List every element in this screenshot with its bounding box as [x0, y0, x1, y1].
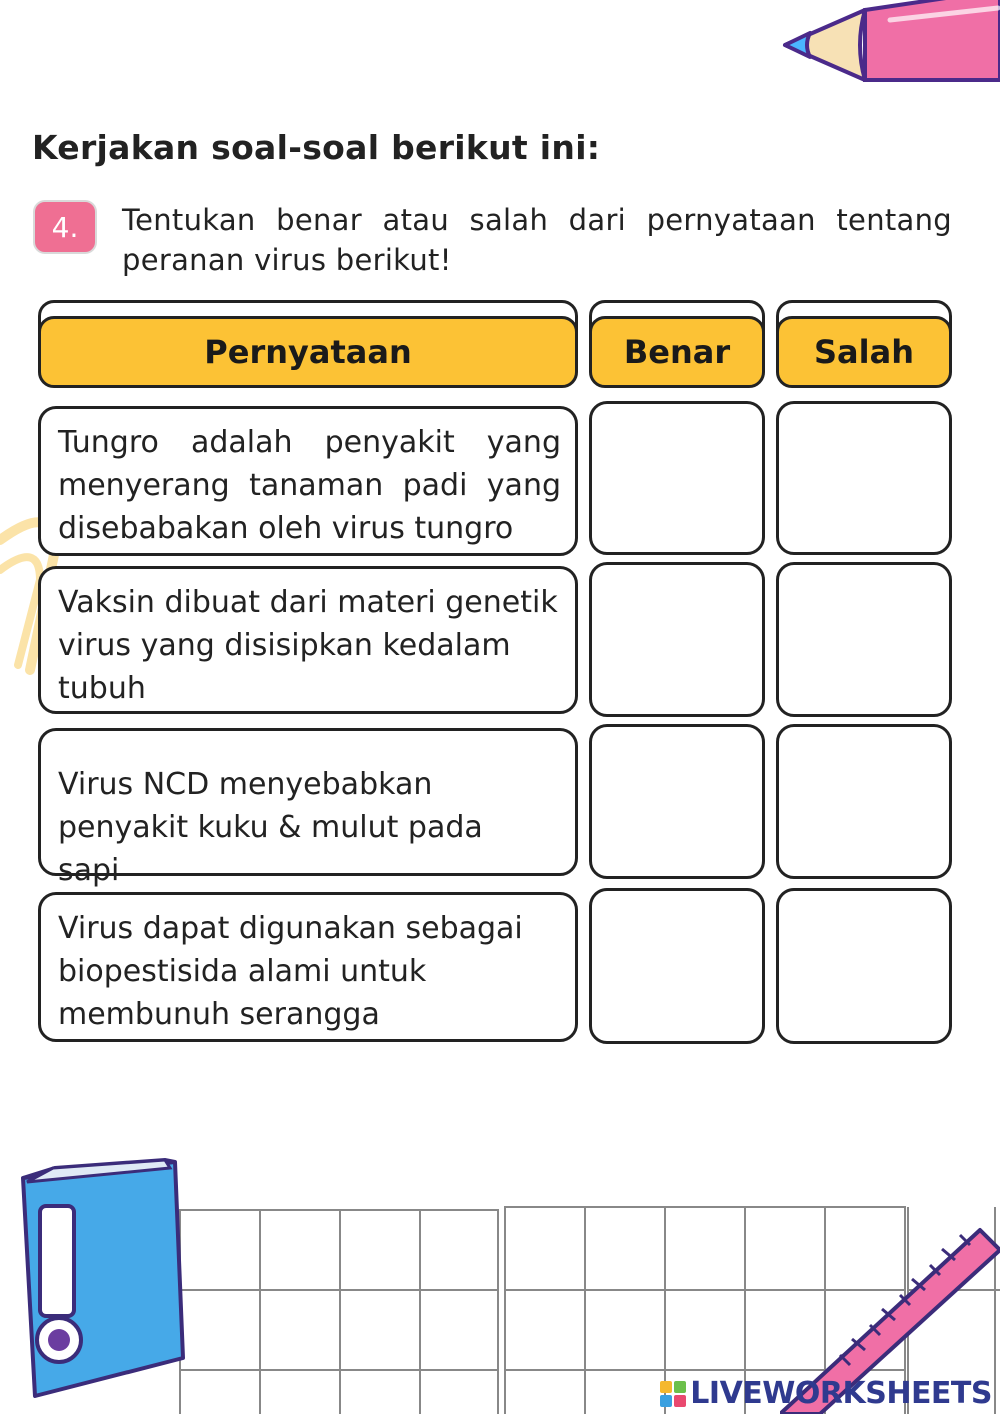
statement-cell: Tungro adalah penyakit yang menyerang tanaman padi yang disebabakan oleh virus tungro: [38, 406, 578, 556]
liveworksheets-logo: [660, 1376, 992, 1411]
brand-logo-icon: [660, 1381, 686, 1407]
brand-name: LIVEWORKSHEETS: [690, 1376, 992, 1411]
column-header-false: Salah: [776, 316, 952, 388]
column-header-true: Benar: [589, 316, 765, 388]
answer-box-true[interactable]: [589, 562, 765, 717]
answer-box-false[interactable]: [776, 724, 952, 879]
question-instruction: Tentukan benar atau salah dari pernyataan tentang peranan virus berikut!: [122, 203, 952, 277]
statement-cell: Vaksin dibuat dari materi genetik virus yang disisipkan kedalam tubuh: [38, 566, 578, 714]
answer-box-true[interactable]: [589, 401, 765, 555]
column-header-statement: Pernyataan: [38, 316, 578, 388]
answer-box-false[interactable]: [776, 401, 952, 555]
statement-cell: Virus dapat digunakan sebagai biopestisida alami untuk membunuh serangga: [38, 892, 578, 1042]
answer-box-true[interactable]: [589, 724, 765, 879]
answer-box-true[interactable]: [589, 888, 765, 1044]
pencil-decoration: [780, 0, 1000, 90]
binder-decoration: [15, 1158, 190, 1398]
page-title: Kerjakan soal-soal berikut ini:: [32, 128, 601, 167]
statement-cell: Virus NCD menyebabkan penyakit kuku & mulut pada sapi: [38, 728, 578, 876]
question-number-badge: 4.: [33, 200, 97, 254]
answer-box-false[interactable]: [776, 888, 952, 1044]
answer-box-false[interactable]: [776, 562, 952, 717]
